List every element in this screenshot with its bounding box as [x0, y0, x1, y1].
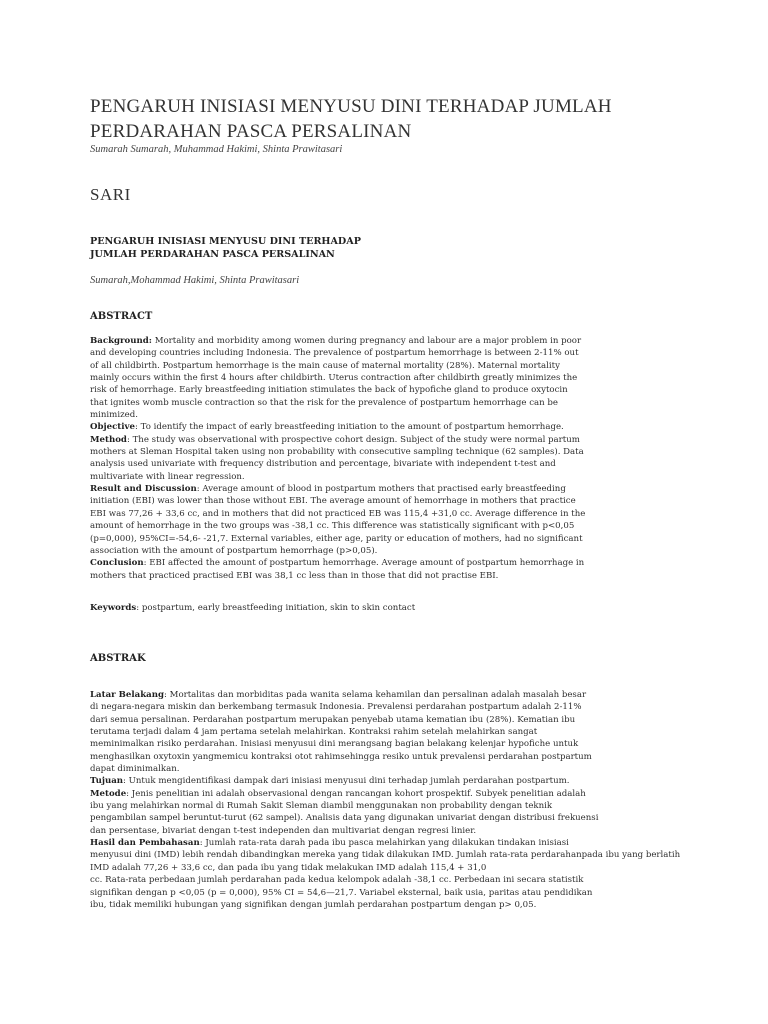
subtitle-line: JUMLAH PERDARAHAN PASCA PERSALINAN	[90, 249, 335, 260]
result-paragraph-line: (p=0,000), 95%CI=-54,6- -21,7. External variables, either age, parity or education of mothers, had no significant	[90, 533, 583, 544]
method-label: Method	[90, 434, 127, 445]
subtitle-line: PENGARUH INISIASI MENYUSU DINI TERHADAP	[90, 236, 361, 247]
hasil-paragraph-line: menyusui dini (IMD) lebih rendah dibandingkan mereka yang tidak dilakukan IMD. Jumlah rata-rata perdarahanpada ibu yang berlatih	[90, 850, 681, 861]
metode-paragraph-line: dan persentase, bivariat dengan t-test independen dan multivariat dengan regresi linier.	[90, 825, 477, 836]
hasil-paragraph-line: signifikan dengan p <0,05 (p = 0,000), 95% CI = 54,6—21,7. Variabel eksternal, baik usia, paritas atau pendidikan	[90, 887, 593, 898]
hasil-paragraph-line: IMD adalah 77,26 + 33,6 cc, dan pada ibu yang tidak melakukan IMD adalah 115,4 + 31,0	[90, 862, 487, 873]
result-paragraph-line: association with the amount of postpartum hemorrhage (p>0,05).	[90, 545, 378, 556]
metode-paragraph-line: pengambilan sampel beruntut-turut (62 sampel). Analisis data yang digunakan univariat dengan distribusi frekuensi	[90, 813, 599, 824]
hasil-paragraph-line: ibu, tidak memiliki hubungan yang signifikan dengan jumlah perdarahan postpartum dengan p> 0,05.	[90, 899, 537, 910]
background-paragraph-line: of all childbirth. Postpartum hemorrhage is the main cause of maternal mortality (28%). Maternal mortality	[90, 360, 560, 371]
latar-paragraph-line: terutama terjadi dalam 4 jam pertama setelah melahirkan. Kontraksi rahim setelah melahirkan sangat	[90, 727, 538, 738]
method-paragraph-line: analysis used univariate with frequency distribution and percentage, bivariate with independent t-test and	[90, 459, 556, 470]
abstrak-heading: ABSTRAK	[90, 653, 146, 664]
hasil-label: Hasil dan Pembahasan	[90, 838, 200, 849]
author-list-secondary: Sumarah,Mohammad Hakimi, Shinta Prawitasari	[90, 275, 300, 286]
result-paragraph-line: EBI was 77,26 + 33,6 cc, and in mothers that did not practiced EB was 115,4 +31,0 cc. Average difference in the	[90, 508, 586, 519]
background-paragraph-line: mainly occurs within the first 4 hours after childbirth. Uterus contraction after childbirth greatly minimizes the	[90, 373, 578, 384]
objective-label: Objective	[90, 422, 135, 433]
result-paragraph-line: initiation (EBI) was lower than those without EBI. The average amount of hemorrhage in mothers that practice	[90, 496, 576, 507]
latar-paragraph-line: Latar Belakang: Mortalitas dan morbiditas pada wanita selama kehamilan dan persalinan adalah masalah besar	[90, 690, 587, 700]
background-paragraph-line: risk of hemorrhage. Early breastfeeding initiation stimulates the back of hypofiche gland to produce oxytocin	[90, 385, 568, 396]
method-paragraph-line: mothers at Sleman Hospital taken using non probability with consecutive sampling technique (62 samples). Data	[90, 447, 584, 458]
latar-label: Latar Belakang	[90, 690, 165, 700]
author-list: Sumarah Sumarah, Muhammad Hakimi, Shinta Prawitasari	[90, 144, 343, 155]
result-paragraph-line: amount of hemorrhage in the two groups was -38,1 cc. This difference was statistically significant with p<0,05	[90, 521, 575, 532]
conclusion-paragraph-line: mothers that practiced practised EBI was 38,1 cc less than in those that did not practise EBI.	[90, 570, 499, 581]
latar-paragraph-line: di negara-negara miskin dan berkembang termasuk Indonesia. Prevalensi perdarahan postpartum adalah 2-11%	[90, 702, 582, 713]
background-paragraph-line: and developing countries including Indonesia. The prevalence of postpartum hemorrhage is between 2-11% out	[90, 348, 579, 359]
article-subtitle	[90, 235, 361, 261]
background-paragraph-line: that ignites womb muscle contraction so that the risk for the prevalence of postpartum hemorrhage can be	[90, 397, 559, 408]
keywords-text: : postpartum, early breastfeeding initiation, skin to skin contact	[136, 603, 416, 613]
keywords-label: Keywords	[90, 603, 137, 613]
method-paragraph-line: multivariate with linear regression.	[90, 471, 245, 482]
result-paragraph-line: Result and Discussion: Average amount of blood in postpartum mothers that practised early breastfeeding	[90, 484, 566, 495]
method-paragraph-line: Method: The study was observational with prospective cohort design. Subject of the study were normal partum	[90, 434, 580, 445]
metode-paragraph-line: ibu yang melahirkan normal di Rumah Sakit Sleman diambil menggunakan non probability dengan teknik	[90, 801, 553, 812]
latar-paragraph-line: menghasilkan oxytoxin yangmemicu kontraksi otot rahimsehingga resiko untuk prevalensi perdarahan postpartum	[90, 751, 592, 762]
metode-label: Metode	[90, 788, 127, 799]
tujuan-paragraph-line: Tujuan: Untuk mengidentifikasi dampak dari inisiasi menyusui dini terhadap jumlah perdarahan postpartum.	[90, 776, 570, 787]
keywords-line	[90, 602, 415, 614]
article-title	[90, 94, 690, 144]
latar-paragraph-line: dapat diminimalkan.	[90, 764, 180, 775]
tujuan-label: Tujuan	[90, 776, 124, 787]
latar-paragraph-line: dari semua persalinan. Perdarahan postpartum merupakan penyebab utama kematian ibu (28%). Kematian ibu	[90, 714, 576, 725]
hasil-paragraph-line: Hasil dan Pembahasan: Jumlah rata-rata darah pada ibu pasca melahirkan yang dilakukan tindakan inisiasi	[90, 838, 569, 849]
abstract-body	[90, 335, 585, 582]
latar-paragraph-line: meminimalkan risiko perdarahan. Inisiasi menyusui dini merangsang bagian belakang kelenjar hypofiche untuk	[90, 739, 579, 750]
metode-paragraph-line: Metode: Jenis penelitian ini adalah observasional dengan rancangan kohort prospektif. Subyek penelitian adalah	[90, 788, 586, 799]
hasil-paragraph-line: cc. Rata-rata perbedaan jumlah perdarahan pada kedua kelompok adalah -38,1 cc. Perbedaan ini secara statistik	[90, 875, 584, 886]
title-line: PERDARAHAN PASCA PERSALINAN	[90, 121, 412, 142]
sari-heading: SARI	[90, 185, 131, 204]
abstract-heading: ABSTRACT	[90, 311, 153, 322]
background-paragraph-line: Background: Mortality and morbidity among women during pregnancy and labour are a major problem in poor	[90, 336, 582, 346]
conclusion-paragraph-line: Conclusion: EBI affected the amount of postpartum hemorrhage. Average amount of postpartum hemorrhage in	[90, 558, 585, 569]
abstrak-body	[90, 689, 680, 911]
conclusion-label: Conclusion	[90, 558, 144, 569]
objective-paragraph-line: Objective: To identify the impact of early breastfeeding initiation to the amount of postpartum hemorrhage.	[90, 422, 564, 433]
background-paragraph-line: minimized.	[90, 410, 138, 421]
background-label: Background:	[90, 336, 152, 346]
result-label: Result and Discussion	[90, 484, 197, 495]
title-line: PENGARUH INISIASI MENYUSU DINI TERHADAP JUMLAH	[90, 96, 612, 117]
